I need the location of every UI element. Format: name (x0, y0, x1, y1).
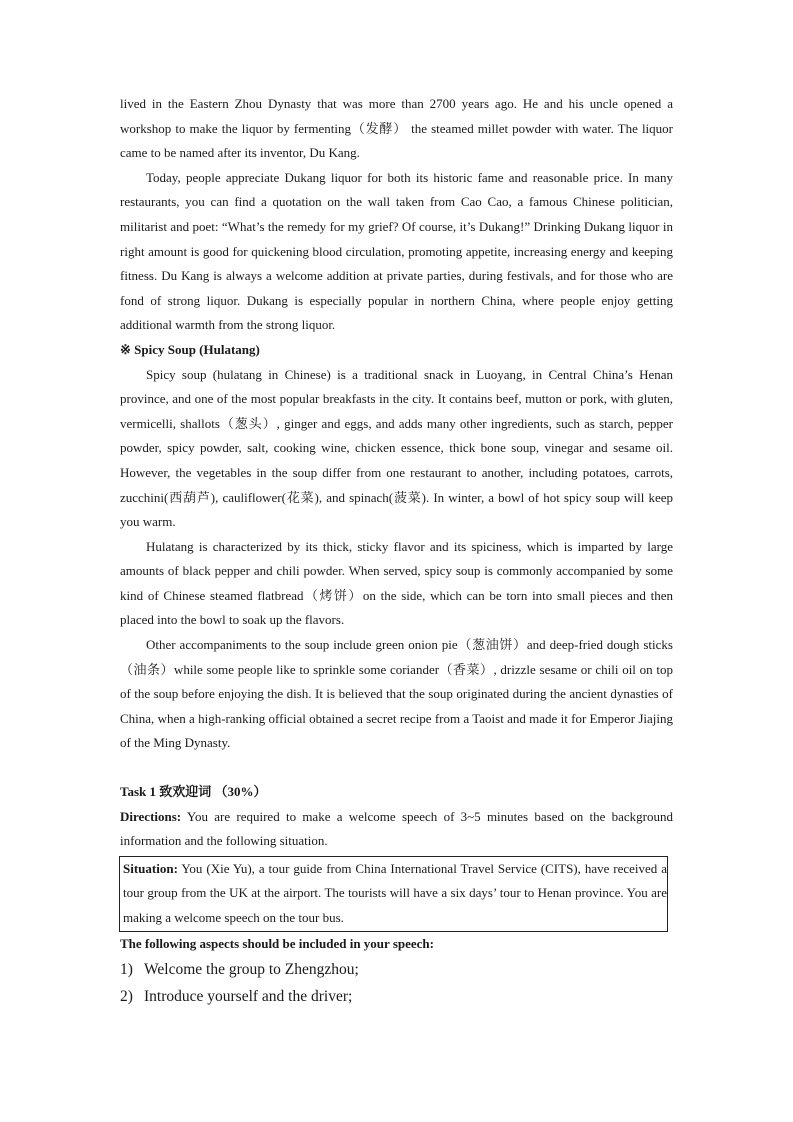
list-item-number: 2) (120, 988, 133, 1006)
list-item-number: 1) (120, 961, 133, 979)
aspects-title: The following aspects should be included in your speech: (120, 935, 434, 951)
situation-box (119, 856, 668, 932)
directions (120, 805, 673, 854)
list-item (120, 983, 673, 1010)
section-heading-spicy-soup: ※ Spicy Soup (Hulatang) (120, 341, 260, 357)
directions-text: You are required to make a welcome speech of 3~5 minutes based on the background information and the following situation. (120, 808, 673, 849)
situation (123, 857, 667, 931)
situation-text: You (Xie Yu), a tour guide from China International Travel Service (CITS), have received a tour group from the UK at the airport. The tourists will have a six days’ tour to Henan province. You are making a welcome speech on the tour bus. (123, 860, 667, 925)
paragraph-dukang-today: Today, people appreciate Dukang liquor for both its historic fame and reasonable price. In many restaurants, you can find a quotation on the wall taken from Cao Cao, a famous Chinese politician, militarist and poet: “What’s the remedy for my grief? Of course, it’s Dukang!” Drinking Dukang liquor in right amount is good for quickening blood circulation, promoting appetite, increasing energy and keeping fitness. Du Kang is always a welcome addition at private parties, during festivals, and for those who are fond of strong liquor. Dukang is especially popular in northern China, where people enjoy getting additional warmth from the strong liquor. (120, 169, 673, 333)
spacer (120, 756, 673, 780)
directions-label: Directions: (120, 808, 182, 824)
paragraph-soup-accompaniments: Other accompaniments to the soup include green onion pie（葱油饼）and deep-fried dough sticks（油条）while some people like to sprinkle some coriander（香菜）, drizzle sesame or chili oil on top of the soup before enjoying the dish. It is believed that the soup originated during the ancient dynasties of China, when a high-ranking official obtained a secret recipe from a Taoist and made it for Emperor Jiajing of the Ming Dynasty. (120, 637, 673, 751)
list-item (120, 956, 673, 983)
situation-label: Situation: (123, 860, 178, 876)
document-page (120, 92, 673, 1010)
task-title: Task 1 致欢迎词 （30%） (120, 784, 267, 800)
list-item-text: Introduce yourself and the driver; (144, 988, 353, 1006)
paragraph-soup-intro: Spicy soup (hulatang in Chinese) is a traditional snack in Luoyang, in Central China’s Henan province, and one of the most popular breakfasts in the city. It contains beef, mutton or pork, with gluten, vermicelli, shallots（葱头）, ginger and eggs, and adds many other ingredients, such as starch, pepper powder, spicy powder, salt, cooking wine, chicken essence, thick bone soup, vinegar and sesame oil. However, the vegetables in the soup differ from one restaurant to another, including potatoes, carrots, zucchini(西葫芦), cauliflower(花菜), and spinach(菠菜). In winter, a bowl of hot spicy soup will keep you warm. (120, 366, 673, 530)
list-item-text: Welcome the group to Zhengzhou; (144, 961, 359, 979)
paragraph-soup-flavor: Hulatang is characterized by its thick, sticky flavor and its spiciness, which is imparted by large amounts of black pepper and chili powder. When served, spicy soup is commonly accompanied by some kind of Chinese steamed flatbread（烤饼）on the side, which can be torn into small pieces and then placed into the bowl to soak up the flavors. (120, 538, 673, 628)
paragraph-du-kang-origin: lived in the Eastern Zhou Dynasty that was more than 2700 years ago. He and his uncle opened a workshop to make the liquor by fermenting（发酵） the steamed millet powder with water. The liquor came to be named after its inventor, Du Kang. (120, 96, 673, 161)
